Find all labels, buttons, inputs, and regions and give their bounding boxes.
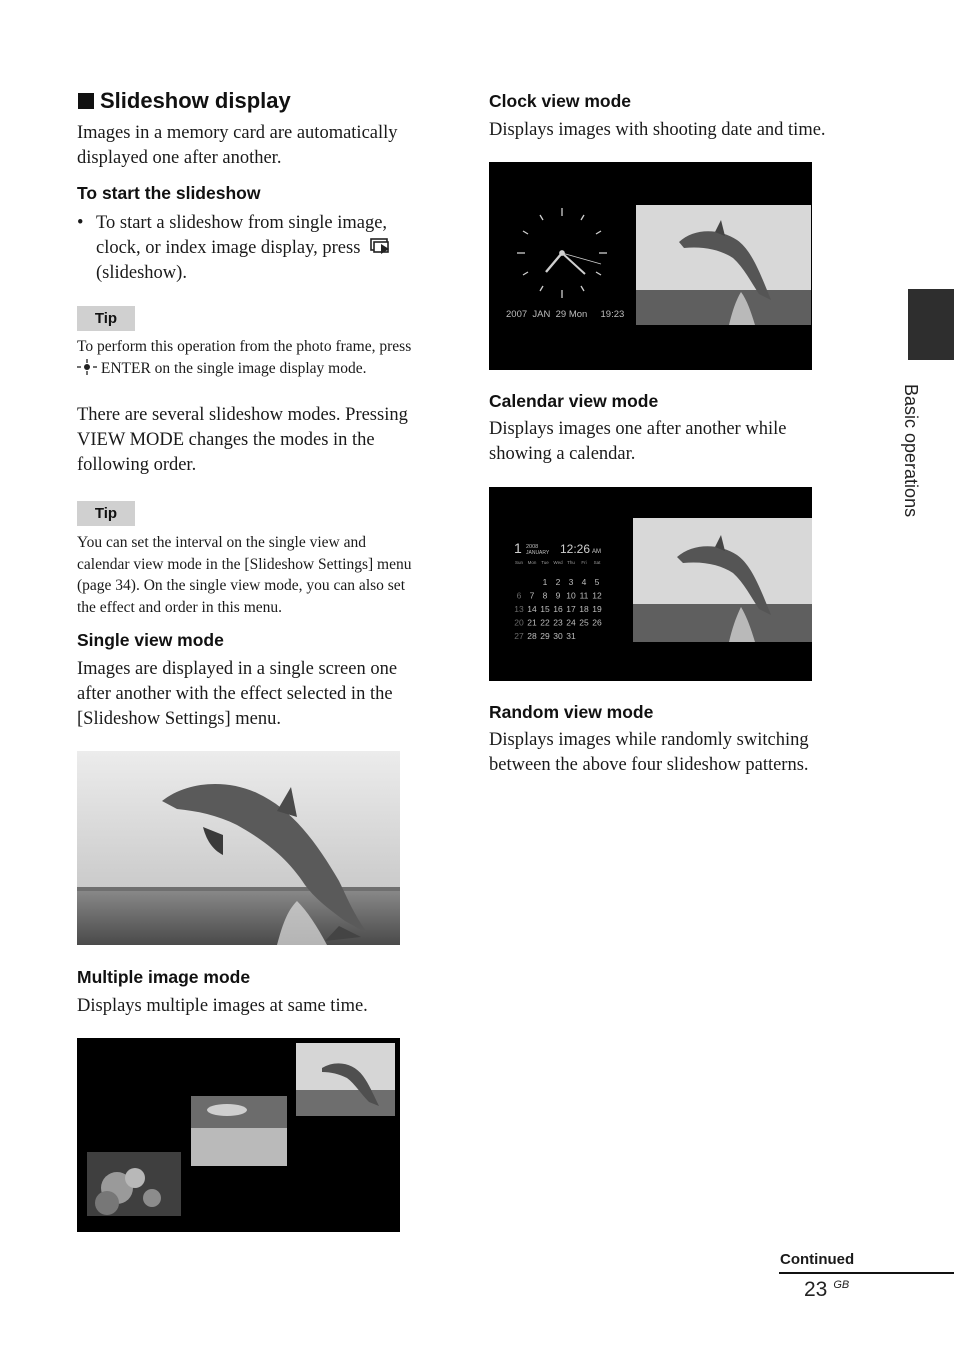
calendar-ampm: AM [592,549,601,555]
calendar-day-cell: 31 [566,631,576,641]
clock-view-screen [489,162,812,370]
calendar-day-cell: 28 [527,631,537,641]
page-number: 23 $^{GB}$ [804,1278,850,1301]
calendar-day-cell: 25 [579,617,589,628]
start-slideshow-heading: To start the slideshow [77,183,261,203]
calendar-day-cell: 16 [553,604,563,614]
calendar-weekday-label: Sun [514,560,524,565]
tip-text: You can set the interval on the single view and calendar view mode in the [Slideshow Settings] menu (page 34). On the single view mode, you can also set the effect and order in this menu. [77,534,412,616]
multiple-image-paragraph: Displays multiple images at same time. [77,996,368,1016]
modes-paragraph: There are several slideshow modes. Pressing VIEW MODE changes the modes in the following order. [77,405,408,475]
random-view-paragraph: Displays images while randomly switching between the above four slideshow patterns. [489,730,809,775]
clock-view-paragraph: Displays images with shooting date and time. [489,120,826,140]
calendar-day-number: 1 [514,540,522,556]
continued-label: Continued [780,1251,855,1268]
calendar-weekday-label: Fri [581,560,587,565]
clock-view-heading: Clock view mode [489,91,631,111]
section-heading: Slideshow display [78,88,291,114]
slideshow-icon [370,238,392,256]
calendar-day-cell: 3 [568,577,574,587]
calendar-weekday-label: Sat [593,560,601,565]
dolphin-photo [77,751,400,945]
multiple-image-screen [77,1038,400,1232]
random-view-heading: Random view mode [489,702,654,722]
calendar-day-cell: 17 [566,604,576,614]
thumbnail-dolphin [296,1043,395,1116]
calendar-day-cell: 5 [594,577,600,587]
clock-date-text: 2007 JAN 29 Mon 19:23 [506,309,625,320]
calendar-day-cell: 27 [514,631,524,641]
calendar-day-cell: 14 [527,604,537,614]
tip-badge: Tip [77,306,135,331]
calendar-day-cell: 2 [555,577,561,587]
calendar-day-cell: 1 [542,577,548,587]
calendar-day-cell: 18 [579,604,589,614]
filled-square-icon [78,93,94,109]
calendar-day-cell: 24 [566,617,576,628]
calendar-month: JANUARY [526,550,550,556]
bullet-dot: • [77,213,84,233]
calendar-day-cell: 22 [540,617,550,628]
multiple-image-heading: Multiple image mode [77,967,251,987]
start-bullet: • To start a slideshow from single image, clock, or index image display, press (slideshow). [77,211,457,286]
calendar-day-cell: 4 [581,577,587,587]
calendar-day-cell: 20 [514,617,524,628]
calendar-day-cell: 11 [579,590,589,601]
calendar-view-heading: Calendar view mode [489,391,659,411]
calendar-day-cell: 9 [555,590,561,601]
single-view-paragraph: Images are displayed in a single screen one after another with the effect selected in the [Slideshow Settings] menu. [77,659,398,729]
calendar-day-cell: 8 [542,590,548,601]
calendar-weekday-label: Tue [541,560,549,565]
calendar-day-cell: 10 [566,590,576,601]
calendar-weekday-label: Mon [527,560,537,565]
dolphin-photo [633,518,812,642]
enter-cross-icon [77,359,97,375]
side-section-label: Basic operations [901,384,921,518]
dolphin-photo [636,205,811,325]
calendar-day-cell: 23 [553,617,563,628]
calendar-day-cell: 13 [514,604,524,614]
calendar-view-screen [489,487,812,681]
calendar-day-cell: 26 [592,617,602,628]
calendar-day-cell: 29 [540,631,550,641]
thumbnail-coral [87,1152,181,1216]
analog-clock [517,208,607,298]
tip-badge: Tip [77,501,135,526]
calendar-day-cell: 6 [516,590,522,601]
calendar-view-paragraph: Displays images one after another while showing a calendar. [489,419,787,464]
calendar-day-cell: 30 [553,631,563,641]
calendar-time: 12:26 [560,542,591,556]
footer-rule [779,1272,954,1274]
calendar-weekday-label: Thu [567,560,575,565]
intro-paragraph: Images in a memory card are automatically displayed one after another. [77,123,398,168]
calendar-weekday-label: Wed [553,560,563,565]
calendar-day-cell: 21 [527,617,537,628]
calendar-day-cell: 7 [529,590,535,601]
calendar-grid [514,560,602,641]
calendar-year: 2008 [526,544,539,550]
calendar-day-cell: 15 [540,604,550,614]
calendar-day-cell: 19 [592,604,602,614]
single-view-heading: Single view mode [77,630,224,650]
tip-text: To perform this operation from the photo frame, press ENTER on the single image display mode. [77,338,412,377]
single-view-image [77,751,400,945]
calendar-day-cell: 12 [592,590,602,601]
thumbnail-beach [191,1096,287,1166]
section-tab-marker [908,289,954,360]
